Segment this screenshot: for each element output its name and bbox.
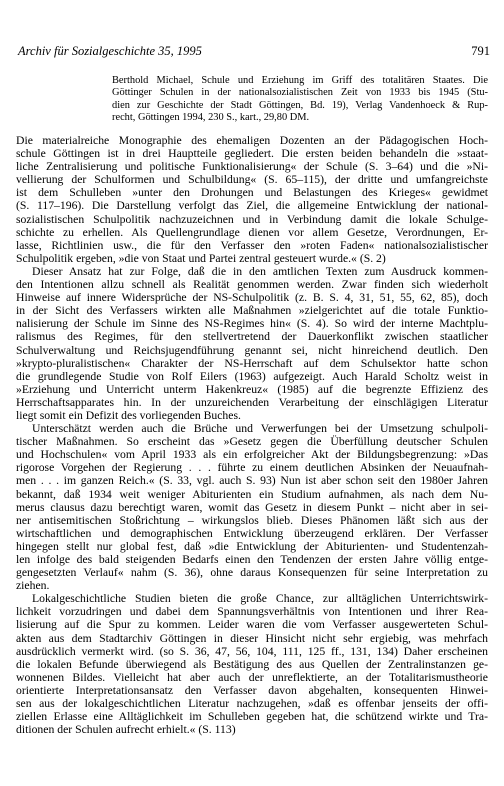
text-line: len infolge des bald steigenden Bedarfs einen den Tendenzen der ersten Jahre völlig entge-: [16, 553, 488, 566]
text-line: tischer Maßnahmen. So erscheint das »Gesetz gegen die Überfüllung deutscher Schulen: [16, 435, 488, 449]
text-line: »krypto-pluralistischen« Charakter der NS-Herrschaft auf dem Schulsektor hatte schon: [16, 356, 488, 370]
text-line: (S. 117–196). Die Darstellung verfolgt das Ziel, die allgemeine Entwicklung der national-: [16, 199, 488, 213]
text-line: merus clausus dazu berechtigt waren, womit das Gesetz in diesem Punkt – nicht aber in sei-: [16, 500, 488, 514]
text-line: Schulverwaltung und Reichsjugendführung genannt sei, nicht hinreichend deutlich. Den: [16, 343, 488, 357]
text-line: schule Göttingen ist in drei Hauptteile gegliedert. Die ersten beiden behandeln die »staat-: [16, 147, 488, 161]
text-line: Unterschätzt werden auch die Brüche und Verwerfungen bei der Umsetzung schulpoli-: [32, 422, 488, 436]
text-line: ditionen der Schulen aufrecht erhielt.« (S. 113): [16, 723, 236, 737]
text-line: bekannt, daß 1934 weit weniger Abiturienten ein Studium aufnahmen, als nach dem Nu-: [16, 487, 488, 501]
text-line: nalisierung der Schule im Sinne des NS-Regimes hin« (S. 4). So wird der interne Machtplu-: [16, 317, 488, 331]
text-line: die grundlegende Studie von Rolf Eilers (1963) aufgezeigt. Auch Harald Scholtz weist in: [16, 369, 488, 383]
text-line: in der Sicht des Verfassers wirkten alle Maßnahmen »zielgerichtet auf die totale Funktio-: [16, 304, 488, 318]
text-line: und Hochschulen« vom April 1933 als ein erfolgreicher Akt der Bildungsbegrenzung: »Das: [16, 448, 488, 462]
text-line: akten aus dem Stadtarchiv Göttingen in dieser Hinsicht nicht sehr ergiebig, was mehrfach: [16, 631, 488, 645]
paragraph: [16, 134, 488, 265]
text-line: ziehen.: [16, 579, 50, 593]
text-line: Herrschaftsapparates hin. In der unzureichenden Verarbeitung der einschlägigen Literatur: [16, 395, 488, 409]
text-line: den Intentionen allzu schnell als Realität genommen werden. Zwar finden sich wiederholt: [16, 278, 488, 292]
text-line: Die materialreiche Monographie des ehemaligen Dozenten an der Pädagogischen Hoch-: [16, 134, 488, 147]
text-line: rigorose Vorgehen der Regierung . . . führte zu einem deutlichen Absinken der Neuaufnah-: [16, 461, 488, 475]
text-line: gengesetzten Verlauf« nahm (S. 36), ohne daraus Konsequenzen für seine Interpretation zu: [16, 566, 488, 580]
text-line: liegt somit ein Defizit des vorliegenden Buches.: [16, 408, 241, 422]
running-header: [18, 44, 490, 60]
text-line: ausdrücklich vermerkt wird. (so S. 36, 47, 56, 104, 111, 125 ff., 131, 134) Daher erscheinen: [16, 644, 488, 658]
text-line: wirtschaftlichen und demographischen Entwicklung überzeugend erklären. Der Verfasser: [16, 526, 488, 540]
paragraph: [16, 422, 488, 592]
citation-line: recht, Göttingen 1994, 230 S., kart., 29,80 DM.: [112, 111, 310, 123]
text-line: wonnenen Bildes. Vielleicht hat aber auch der unreflektierte, an der Totalitarismustheorie: [16, 670, 488, 684]
text-line: ist dem Schulleben »unter den Drohungen und Belastungen des Krieges« gewidmet: [16, 186, 488, 200]
text-line: sozialistischen Schulpolitik nachzuzeichnen und in Verbindung damit die lokale Schulge-: [16, 212, 488, 226]
text-line: men . . . im ganzen Reich.« (S. 33, vgl. auch S. 93) Nun ist aber schon seit den 1980er Jahren: [16, 474, 488, 488]
citation-line: dien zur Geschichte der Stadt Göttingen, Bd. 19), Verlag Vandenhoeck & Rup-: [112, 99, 488, 111]
text-line: lichkeit vorzudringen und dabei dem Spannungsverhältnis von Intentionen und ihrer Rea-: [16, 605, 488, 619]
text-line: ralismus des Regimes, für den stellvertretend der Dauerkonflikt zwischen staatlicher: [16, 330, 488, 344]
text-line: »Erziehung und Unterricht unterm Hakenkreuz« (1985) auf die begrenzte Effizienz des: [16, 382, 488, 396]
text-line: orientierte Interpretationsansatz den Verfasser davon abgehalten, konsequenten Hinwei-: [16, 683, 488, 697]
book-citation: [112, 75, 488, 124]
text-line: sen aus der lokalgeschichtlichen Literatur nachzugehen, »daß es offenbar jenseits der offi-: [16, 697, 488, 711]
citation-line: Göttinger Schulen in der nationalsozialistischen Zeit von 1933 bis 1945 (Stu-: [112, 87, 488, 99]
paragraph: [16, 265, 488, 422]
text-line: liche Zentralisierung und politische Funktionalisierung« der Schule (S. 3–64) und die »Ni-: [16, 160, 488, 174]
review-body: [16, 134, 488, 736]
text-line: hingegen stellt nur global fest, daß »die Entwicklung der Abiturienten- und Studentenzah-: [16, 539, 488, 553]
text-line: die lokalen Befunde überwiegend als Bestätigung des aus Quellen der Zentralinstanzen ge-: [16, 657, 488, 671]
text-line: Schulpolitik ergeben, »die von Staat und Partei zentral gesteuert wurde.« (S. 2): [16, 251, 386, 265]
text-line: vellierung der Schulformen und Schulbildung« (S. 65–115), der dritte und umfangreichste: [16, 173, 488, 187]
journal-title: Archiv für Sozialgeschichte 35, 1995: [18, 44, 202, 58]
text-line: Lokalgeschichtliche Studien bieten die große Chance, zur alltäglichen Unterrichtswirk-: [32, 592, 488, 606]
text-line: ner antisemitischen Stoßrichtung – wirkungslos blieb. Dieses Phänomen läßt sich aus der: [16, 513, 488, 527]
citation-line: Berthold Michael, Schule und Erziehung im Griff des totalitären Staates. Die: [112, 75, 488, 86]
text-line: Dieser Ansatz hat zur Folge, daß die in den amtlichen Texten zum Ausdruck kommen-: [32, 264, 488, 278]
page-number: 791: [471, 44, 490, 58]
paragraph: [16, 592, 488, 736]
text-line: schichte zu erhellen. Als Quellengrundlage dienen vor allem Gesetze, Verordnungen, Er-: [16, 225, 488, 239]
text-line: Hinweise auf innere Widersprüche der NS-Schulpolitik (z. B. S. 4, 31, 51, 55, 62, 85), doch: [16, 291, 488, 305]
text-line: lasse, Richtlinien usw., die für den Verfasser den »roten Faden« nationalsozialistischer: [16, 238, 488, 252]
text-line: lisierung auf die Spur zu kommen. Leider waren die vom Verfasser ausgewerteten Schul-: [16, 618, 488, 632]
text-line: ziellen Erlasse eine Alltäglichkeit im Schulleben gegeben hat, die schützend wirkte und Tra-: [16, 710, 488, 724]
